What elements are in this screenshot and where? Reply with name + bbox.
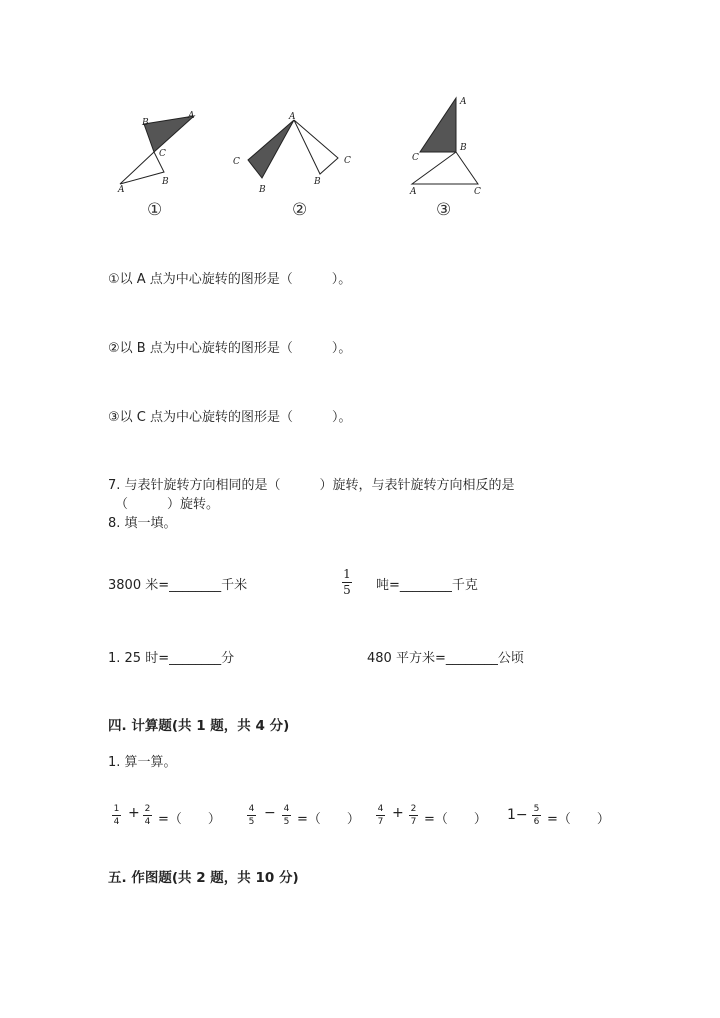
fill-sqm-to-hectare: 480 平方米=________公顷 (367, 651, 524, 666)
fig1-label-a-top: A (188, 111, 195, 121)
expr2-answer: =（ ） (297, 812, 360, 827)
question-7-line-1: 7. 与表针旋转方向相同的是（ ）旋转，与表针旋转方向相反的是 (108, 478, 515, 493)
expr2-frac2: 4 5 (283, 804, 290, 827)
question-7-line-2: （ ）旋转。 (115, 497, 220, 512)
expr1-answer: =（ ） (158, 812, 221, 827)
figure-1 (112, 104, 202, 194)
expr3-answer: =（ ） (424, 812, 487, 827)
expr1-frac2: 2 4 (144, 804, 151, 827)
figure-3-caption: ③ (436, 200, 452, 220)
fraction-denominator: 5 (343, 583, 351, 597)
figure-3 (402, 92, 492, 200)
expr1-frac1: 1 4 (113, 804, 120, 827)
expr4-frac: 5 6 (533, 804, 540, 827)
fig3-label-c-bottom: C (474, 187, 481, 197)
question-rotate-b: ②以 B 点为中心旋转的图形是（ ）。 (108, 341, 352, 356)
fig3-label-a-top: A (460, 97, 467, 107)
fill-tons-to-kg: 吨=________千克 (376, 578, 478, 593)
figure-2 (228, 108, 358, 198)
section-5-title: 五. 作图题(共 2 题，共 10 分) (108, 870, 299, 886)
expr3-frac2: 2 7 (410, 804, 417, 827)
section-4-subtitle: 1. 算一算。 (108, 755, 177, 770)
expr4-answer: =（ ） (547, 812, 610, 827)
fig2-label-b-left: B (259, 185, 266, 195)
expr4-lead: 1− (507, 807, 528, 823)
fig3-label-c-left: C (412, 153, 419, 163)
fig2-label-c-right: C (344, 156, 351, 166)
section-4-title: 四. 计算题(共 1 题，共 4 分) (108, 718, 290, 734)
fill-hours-to-minutes: 1. 25 时=________分 (108, 651, 235, 666)
fill-meters-to-km: 3800 米=________千米 (108, 578, 248, 593)
expr3-frac1: 4 7 (377, 804, 384, 827)
fig3-label-a-bottom: A (410, 187, 417, 197)
figure-2-caption: ② (292, 200, 308, 220)
question-8-title: 8. 填一填。 (108, 516, 177, 531)
question-rotate-a: ①以 A 点为中心旋转的图形是（ ）。 (108, 272, 352, 287)
figure-1-caption: ① (147, 200, 163, 220)
expr1-operator: + (128, 805, 140, 821)
expr2-frac1: 4 5 (248, 804, 255, 827)
fraction-numerator: 1 (343, 567, 351, 581)
fig1-label-b-top: B (142, 118, 149, 128)
fig3-label-b: B (460, 143, 467, 153)
fig2-label-c-left: C (233, 157, 240, 167)
fig1-label-b-bottom: B (162, 177, 169, 187)
fig2-label-b-right: B (314, 177, 321, 187)
fig2-label-a: A (289, 112, 296, 122)
question-rotate-c: ③以 C 点为中心旋转的图形是（ ）。 (108, 410, 352, 425)
expr3-operator: + (392, 805, 404, 821)
fig1-label-a-bottom: A (118, 185, 125, 194)
fig1-label-c: C (159, 149, 166, 159)
expr2-operator: − (264, 805, 276, 821)
fill-tons-fraction (342, 568, 352, 597)
